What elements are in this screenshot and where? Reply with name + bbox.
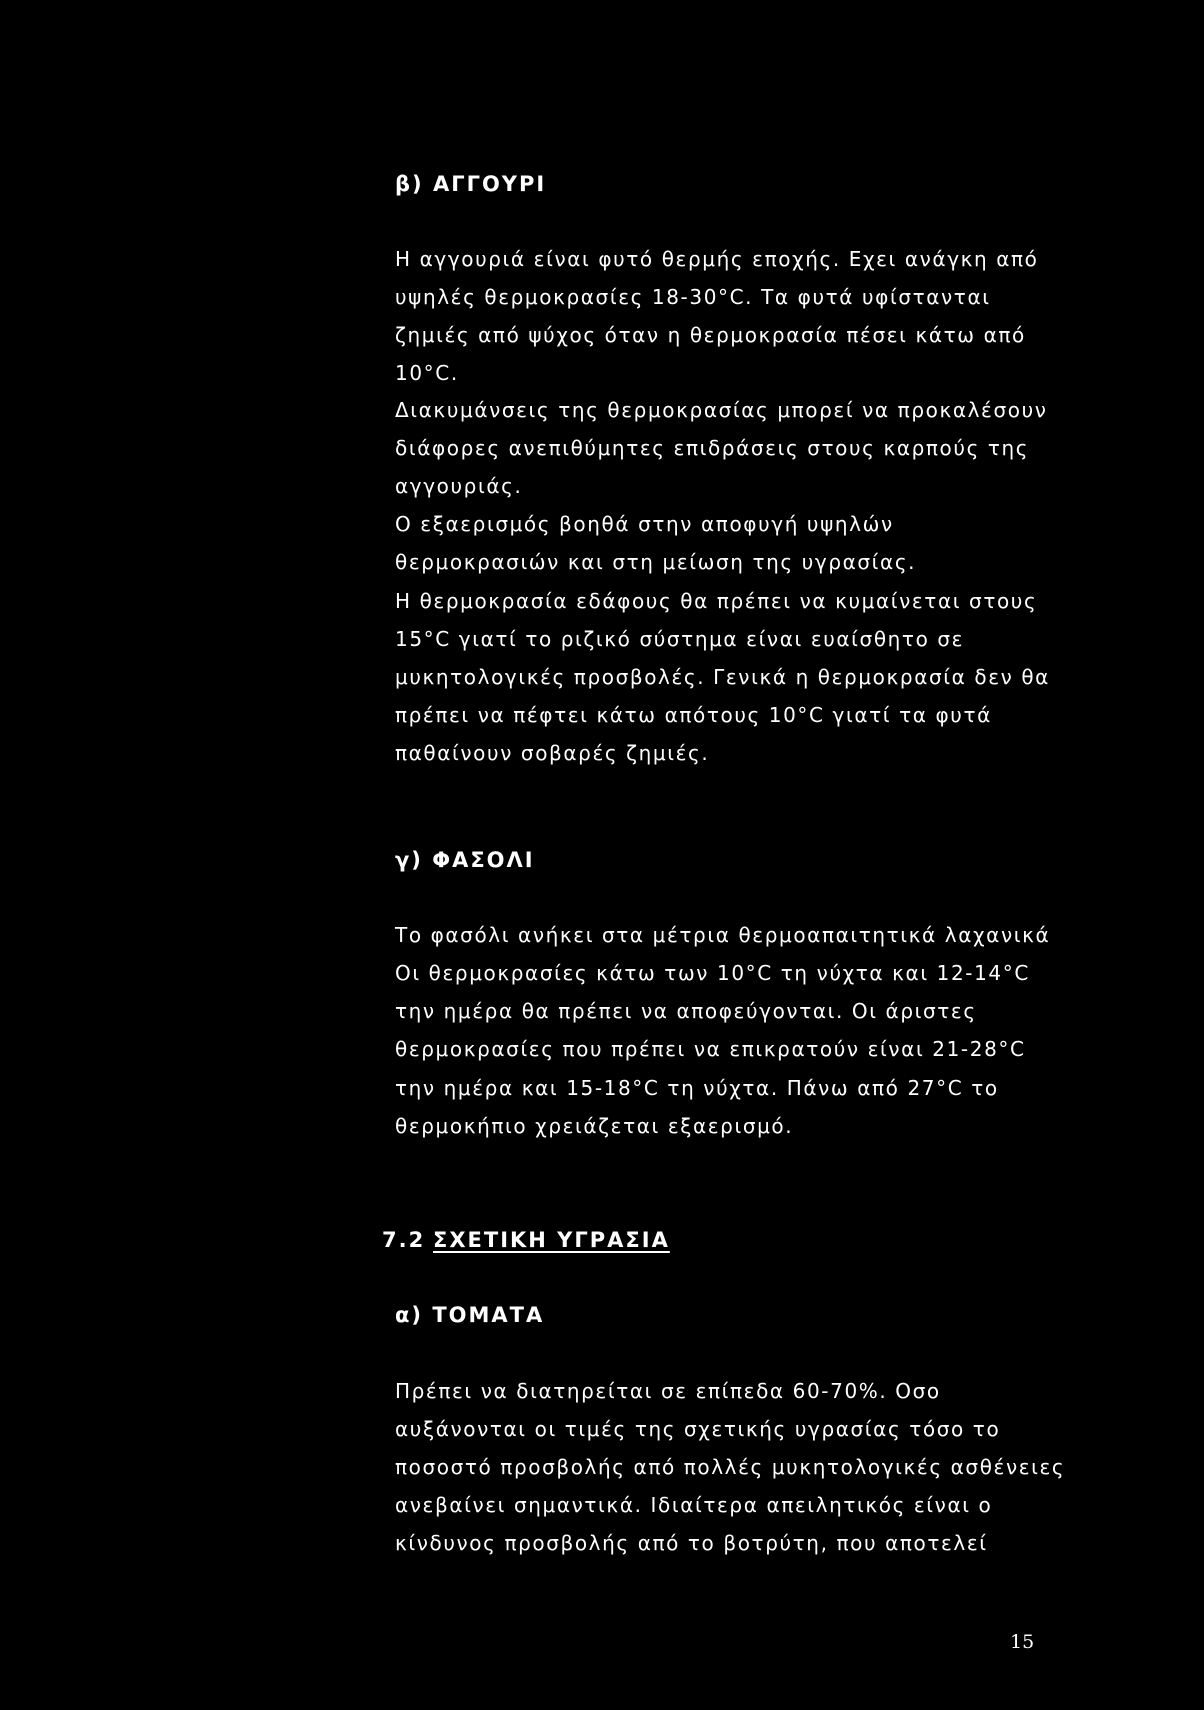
- cucumber-line: 15°C γιατί το ριζικό σύστημα είναι ευαίσθητο σε: [395, 627, 965, 651]
- cucumber-line: μυκητολογικές προσβολές. Γενικά η θερμοκρασία δεν θα: [395, 665, 1050, 689]
- bean-line: Οι θερμοκρασίες κάτω των 10°C τη νύχτα και 12-14°C: [395, 961, 1030, 985]
- cucumber-line: πρέπει να πέφτει κάτω απότους 10°C γιατί τα φυτά: [395, 703, 992, 727]
- heading-cucumber: β) ΑΓΓΟΥΡΙ: [395, 172, 547, 196]
- cucumber-line: αγγουριάς.: [395, 474, 523, 498]
- cucumber-line: Ο εξαερισμός βοηθά στην αποφυγή υψηλών: [395, 512, 894, 536]
- humidity-line: ανεβαίνει σημαντικά. Ιδιαίτερα απειλητικός είναι ο: [395, 1493, 993, 1517]
- humidity-line: αυξάνονται οι τιμές της σχετικής υγρασίας τόσο το: [395, 1417, 1001, 1441]
- section-title: ΣΧΕΤΙΚΗ ΥΓΡΑΣΙΑ: [433, 1228, 670, 1252]
- cucumber-line: 10°C.: [395, 361, 459, 385]
- cucumber-line: ζημιές από ψύχος όταν η θερμοκρασία πέσει κάτω από: [395, 323, 1026, 347]
- humidity-line: Πρέπει να διατηρείται σε επίπεδα 60-70%. Οσο: [395, 1379, 941, 1403]
- section-number: 7.2: [382, 1228, 426, 1252]
- heading-tomato: α) ΤΟΜΑΤΑ: [395, 1303, 545, 1327]
- bean-line: την ημέρα θα πρέπει να αποφεύγονται. Οι άριστες: [395, 999, 977, 1023]
- humidity-line: κίνδυνος προσβολής από το βοτρύτη, που αποτελεί: [395, 1531, 988, 1555]
- bean-line: θερμοκήπιο χρειάζεται εξαερισμό.: [395, 1114, 794, 1138]
- cucumber-line: θερμοκρασιών και στη μείωση της υγρασίας.: [395, 550, 917, 574]
- page-number: 15: [1010, 1631, 1035, 1653]
- bean-line: την ημέρα και 15-18°C τη νύχτα. Πάνω από 27°C το: [395, 1076, 999, 1100]
- bean-line: Το φασόλι ανήκει στα μέτρια θερμοαπαιτητικά λαχανικά: [395, 923, 1051, 947]
- cucumber-line: Η θερμοκρασία εδάφους θα πρέπει να κυμαίνεται στους: [395, 589, 1038, 613]
- cucumber-line: παθαίνουν σοβαρές ζημιές.: [395, 741, 710, 765]
- cucumber-line: Η αγγουριά είναι φυτό θερμής εποχής. Εχει ανάγκη από: [395, 247, 1039, 271]
- heading-bean: γ) ΦΑΣΟΛΙ: [395, 848, 535, 872]
- cucumber-line: υψηλές θερμοκρασίες 18-30°C. Τα φυτά υφίστανται: [395, 285, 991, 309]
- cucumber-line: Διακυμάνσεις της θερμοκρασίας μπορεί να προκαλέσουν: [395, 398, 1048, 422]
- bean-line: θερμοκρασίες που πρέπει να επικρατούν είναι 21-28°C: [395, 1037, 1026, 1061]
- humidity-line: ποσοστό προσβολής από πολλές μυκητολογικές ασθένειες: [395, 1455, 1066, 1479]
- cucumber-line: διάφορες ανεπιθύμητες επιδράσεις στους καρπούς της: [395, 436, 1030, 460]
